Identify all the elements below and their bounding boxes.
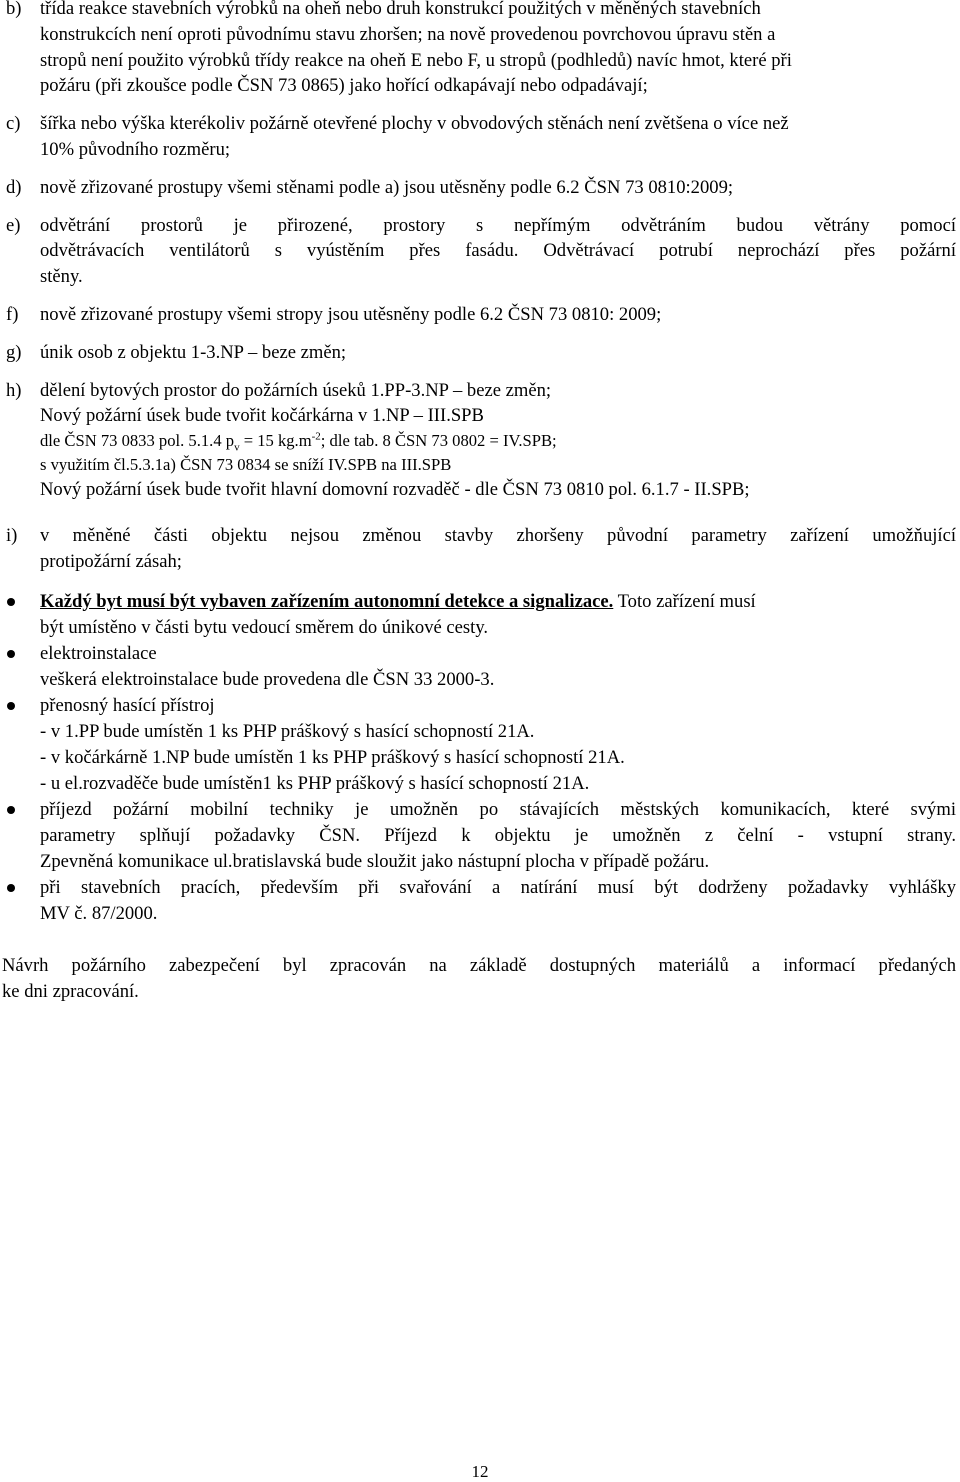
item-e-line: odvětrávacích ventilátorů s vyústěním přes fasádu. Odvětrávací potrubí neprochází přes požární <box>40 240 956 262</box>
document-page <box>2 0 956 1005</box>
bullet-underlined-text: Každý byt musí být vybaven zařízením autonomní detekce a signalizace. <box>40 590 614 612</box>
item-g <box>6 340 956 366</box>
page-number: 12 <box>471 1462 489 1481</box>
item-b-line: požáru (při zkoušce podle ČSN 73 0865) jako hořící odkapávají nebo odpadávají; <box>40 75 648 97</box>
item-h <box>6 378 956 503</box>
item-e-label: e) <box>6 214 21 236</box>
bullet-construction: při stavebních pracích, především při svařování a natírání musí být dodrženy požadavky vyhlášky MV č. 87/2000. <box>6 875 956 927</box>
item-c <box>6 111 956 163</box>
bullet-access: příjezd požární mobilní techniky je umožněn po stávajících městských komunikacích, které svými parametry splňují požadavky ČSN. Příjezd k objektu je umožněn z čelní - vstupní strany. Zpevněná komunikace ul.bratislavská bude sloužit jako nástupní plocha v případě požáru. <box>6 797 956 875</box>
item-f <box>6 302 956 328</box>
item-d-label: d) <box>6 176 22 198</box>
item-b-label: b) <box>6 0 22 19</box>
bullet-extinguisher: přenosný hasící přístroj - v 1.PP bude umístěn 1 ks PHP práškový s hasící schopností 21A. - v kočárkárně 1.NP bude umístěn 1 ks PHP práškový s hasící schopností 21A. - u el.rozvaděče bude umístěn1 ks PHP práškový s hasící schopností 21A. <box>6 693 956 797</box>
item-g-label: g) <box>6 341 22 363</box>
bullet-detection: Každý byt musí být vybaven zařízením autonomní detekce a signalizace. Toto zařízení musí být umístěno v části bytu vedoucí směrem do únikové cesty. <box>6 589 956 641</box>
item-b-line: třída reakce stavebních výrobků na oheň nebo druh konstrukcí použitých v měněných stavebních <box>40 0 761 19</box>
item-c-line: 10% původního rozměru; <box>40 138 231 160</box>
bullet-dot-icon <box>7 884 15 892</box>
item-g-line: únik osob z objektu 1-3.NP – beze změn; <box>40 341 347 363</box>
item-e-line: stěny. <box>40 266 83 288</box>
item-e <box>6 213 956 290</box>
item-i <box>6 523 956 575</box>
item-h-line: Nový požární úsek bude tvořit hlavní domovní rozvaděč - dle ČSN 73 0810 pol. 6.1.7 - II.SPB; <box>40 479 750 501</box>
item-e-line: odvětrání prostorů je přirozené, prostory s nepřímým odvětráním budou větrány pomocí <box>40 214 956 236</box>
item-f-line: nově zřizované prostupy všemi stropy jsou utěsněny podle 6.2 ČSN 73 0810: 2009; <box>40 303 662 325</box>
bullet-dot-icon <box>7 650 15 658</box>
item-c-label: c) <box>6 113 21 135</box>
item-h-subline: s využitím čl.5.3.1a) ČSN 73 0834 se sníží IV.SPB na III.SPB <box>40 455 452 475</box>
bullet-dot-icon <box>7 806 15 814</box>
item-i-line: v měněné části objektu nejsou změnou stavby zhoršeny původní parametry zařízení umožňující <box>40 524 956 546</box>
closing-paragraph: Návrh požárního zabezpečení byl zpracován na základě dostupných materiálů a informací předaných ke dni zpracování. <box>2 954 956 1002</box>
item-i-label: i) <box>6 524 18 546</box>
bullet-electro: elektroinstalace veškerá elektroinstalace bude provedena dle ČSN 33 2000-3. <box>6 641 956 693</box>
bullet-dot-icon <box>7 598 15 606</box>
item-b <box>6 0 956 99</box>
item-i-line: protipožární zásah; <box>40 550 182 572</box>
item-h-line: Nový požární úsek bude tvořit kočárkárna v 1.NP – III.SPB <box>40 405 484 427</box>
item-b-line: stropů není použito výrobků třídy reakce na oheň E nebo F, u stropů (podhledů) navíc hmot, které při <box>40 49 792 71</box>
item-b-line: konstrukcích není oproti původnímu stavu zhoršen; na nově provedenou povrchovou úpravu stěn a <box>40 23 776 45</box>
item-c-line: šířka nebo výška kterékoliv požárně otevřené plochy v obvodových stěnách není zvětšena o více než <box>40 113 789 135</box>
item-h-subline: dle ČSN 73 0833 pol. 5.1.4 $p_v = 15$ $kg.m^{-2}$; dle tab. 8 ČSN 73 0802 = IV.SPB; <box>40 430 557 454</box>
item-h-label: h) <box>6 379 22 401</box>
item-d-line: nově zřizované prostupy všemi stěnami podle a) jsou utěsněny podle 6.2 ČSN 73 0810:2009; <box>40 176 734 198</box>
item-f-label: f) <box>6 303 19 325</box>
item-h-line: dělení bytových prostor do požárních úseků 1.PP-3.NP – beze změn; <box>40 379 552 401</box>
item-d <box>6 175 956 201</box>
bullet-dot-icon <box>7 702 15 710</box>
